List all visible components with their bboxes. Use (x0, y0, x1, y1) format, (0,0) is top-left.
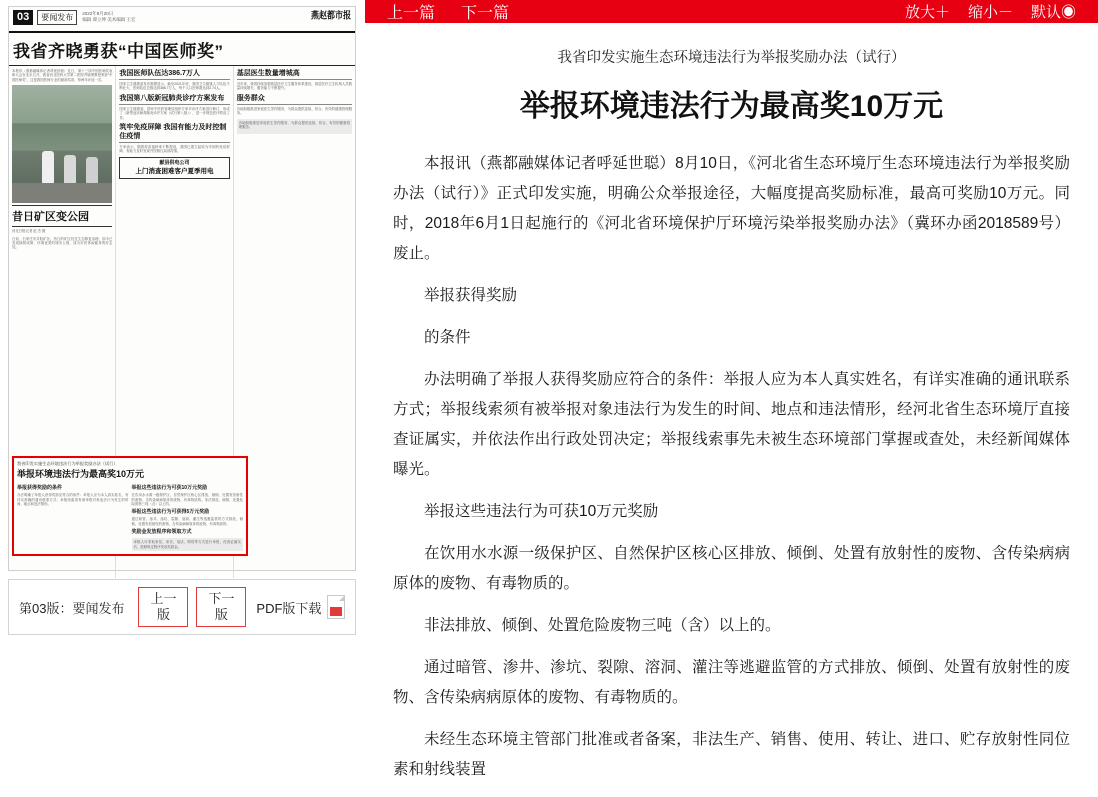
column2-text-3: 专家表示，随着疫苗接种率不断提高，我国已建立起较为牢固的免疫屏障，有能力及时发现并控制住局部疫情。 (119, 145, 230, 154)
masthead-meta (82, 11, 135, 23)
next-article-link[interactable]: 下一篇 (461, 5, 510, 22)
highlight-sub-1: 举报这些违法行为可获10万元奖励 (131, 485, 208, 492)
article-pane (365, 0, 1098, 778)
photo-figure (86, 157, 98, 185)
column3-head-2: 服务群众 (237, 94, 352, 105)
highlight-kicker: 我省印发实施生态环境违法行为举报奖励办法（试行） (17, 461, 118, 467)
photo-credit: 河北日报记者 赵 杰 摄 (12, 229, 46, 234)
column3-grey-text: 各地积极推进家庭医生签约服务，为群众提供连续、综合、有效的健康管理服务。 (238, 120, 351, 130)
column3-text-1: 近年来，我国持续加强基层医疗卫生服务体系建设，基层医疗卫生机构人员数量持续增长，服务能力不断提升。 (236, 82, 353, 91)
highlight-sub-3: 奖励金发放程序和领取方式 (131, 529, 192, 536)
article-paragraph: 在饮用水水源一级保护区、自然保护区核心区排放、倾倒、处置有放射性的废物、含传染病病原体的废物、有毒物质的。 (393, 545, 1070, 592)
article-paragraph: 未经生态环境主管部门批准或者备案，非法生产、销售、使用、转让、进口、贮存放射性同位素和射线装置 (393, 731, 1070, 778)
article-paragraph: 举报获得奖励 (424, 287, 518, 304)
pdf-download-label[interactable]: PDF版下载 (256, 600, 322, 616)
newspaper-masthead (9, 7, 355, 33)
article-paragraph: 的条件 (424, 329, 471, 346)
highlight-column-1 (17, 483, 129, 551)
next-page-button[interactable]: 下一版 (196, 587, 246, 627)
article-toolbar (365, 0, 1098, 23)
highlight-text-3: 举报人可采取来信、来访、电话、网络等方式进行举报，经查证属实后，按照规定程序发放奖励金。 (133, 540, 241, 549)
article-paragraph: 本报讯（燕都融媒体记者呼延世聪）8月10日，《河北省生态环境厅生态环境违法行为举报奖励办法（试行）》正式印发实施，明确公众举报途径，大幅度提高奖励标准，最高可奖励10万元。同时，2018年6月1日起施行的《河北省环境保护厅环境污染举报奖励办法》（冀环办函2018589号）废止。 (393, 155, 1070, 262)
article-paragraph: 通过暗管、渗井、渗坑、裂隙、溶洞、灌注等逃避监管的方式排放、倾倒、处置有放射性的废物、含传染病病原体的废物、有毒物质的。 (393, 659, 1070, 706)
column2-head-3: 筑牢免疫屏障 我国有能力及时控制住疫情 (119, 123, 229, 143)
highlight-side-text: 办法明确了举报人获得奖励应符合的条件：举报人应为本人真实姓名，有详实准确的通讯联系方式；举报线索须有被举报对象违法行为发生的时间、地点和违法情形。 (17, 493, 129, 506)
pdf-icon[interactable] (327, 595, 345, 619)
zoom-out-button[interactable]: 缩小－ (967, 4, 1013, 21)
column3-grey-box (237, 119, 352, 135)
column1-body-2: 日前，石家庄市井陉矿区，昔日的矿区经过生态修复治理，如今已变成绿树成荫、环境优美的城市公园，成为市民休闲健身的好去处。 (12, 236, 113, 250)
photo-figure (42, 151, 54, 185)
article-paragraph: 办法明确了举报人获得奖励应符合的条件：举报人应为本人真实姓名，有详实准确的通讯联系方式；举报线索须有被举报对象违法行为发生的时间、地点和违法情形，经河北省生态环境厅直接查证属实，并依法作出行政处罚决定；举报线索事先未被生态环境部门掌握或查处，未经新闻媒体曝光。 (393, 371, 1070, 478)
edition-label: 第03版：要闻发布 (19, 600, 125, 616)
column3-text-2: 各地积极推进家庭医生签约服务，为群众提供连续、综合、有效的健康管理服务。 (236, 106, 353, 116)
selected-article-highlight[interactable] (12, 456, 248, 556)
article-kicker: 我省印发实施生态环境违法行为举报奖励办法（试行） (557, 50, 906, 66)
column3-head-1: 基层医生数量增城高 (237, 69, 352, 80)
newspaper-main-headline: 我省齐晓勇获“中国医师奖” (9, 33, 355, 66)
newspaper-logo: 燕赵都市报 (311, 10, 351, 21)
highlight-side-sub: 举报获得奖励的条件 (17, 485, 63, 492)
section-badge: 要闻发布 (37, 10, 77, 25)
article-body (365, 23, 1098, 797)
advert-line-1: 献县供电公司 (159, 159, 190, 166)
column2-head-2: 我国第八版新冠肺炎诊疗方案发布 (119, 94, 229, 105)
newspaper-photo (12, 85, 112, 203)
masthead-editors: 编辑 谭立坤 美术编辑 王宏 (82, 17, 136, 22)
column2-text-1: 国家卫生健康委发布数据显示，截至2021年底，我国卫生健康人才队伍不断壮大，医师队伍总数达到386.7万人，每千人口医师数达到2.74人。 (119, 82, 230, 91)
highlight-title: 举报环境违法行为最高奖10万元 (17, 469, 145, 480)
highlight-column-2 (132, 483, 244, 551)
newspaper-column-3 (234, 66, 355, 578)
column1-body-1: 本报讯（燕都融媒体记者呼延世聪）近日，第十三届中国医师奖表彰大会在北京召开，我省河北医科大学第二医院齐晓勇教授荣获“中国医师奖”，这是我国医师行业的最高奖项，每两年评选一次。 (12, 69, 113, 82)
article-title: 举报环境违法行为最高奖10万元 (519, 90, 944, 123)
highlight-grey-box (132, 538, 244, 551)
photo-figure (64, 155, 76, 185)
article-paragraph: 举报这些违法行为可获10万元奖励 (424, 503, 659, 520)
column2-head-1: 我国医师队伍达386.7万人 (119, 69, 229, 80)
prev-page-button[interactable]: 上一版 (138, 587, 188, 627)
advert-line-2: 上门消查困难客户夏季用电 (135, 167, 214, 175)
zoom-in-button[interactable]: 放大＋ (904, 4, 950, 21)
photo-caption: 昔日矿区变公园 (12, 205, 112, 227)
highlight-sub-2: 举报这些违法行为可获得5万元奖励 (131, 509, 210, 516)
column2-text-2: 国家卫生健康委、国家中医药管理局组织专家对诊疗方案进行修订，形成了《新型冠状病毒肺炎诊疗方案（试行第八版）》，进一步规范医疗救治工作。 (119, 106, 230, 120)
masthead-date: 2022年8月20日 (82, 11, 114, 16)
prev-article-link[interactable]: 上一篇 (387, 5, 436, 22)
page-number-badge: 03 (13, 10, 33, 25)
newspaper-advert (119, 157, 229, 179)
page-navigation-bar (8, 579, 356, 635)
newspaper-preview-pane (0, 0, 365, 657)
highlight-text-2: 通过暗管、渗井、渗坑、裂隙、溶洞、灌注等逃避监管的方式排放、倾倒、处置有放射性的废物、含传染病病原体的废物、有毒物质的。 (131, 517, 243, 526)
newspaper-page-image[interactable] (8, 6, 356, 571)
highlight-text-1: 在饮用水水源一级保护区、自然保护区核心区排放、倾倒、处置有放射性的废物、含传染病病原体的废物、有毒物质的。非法排放、倾倒、处置危险废物三吨（含）以上的。 (131, 493, 243, 506)
default-size-button[interactable]: 默认◉ (1030, 4, 1076, 21)
photo-road (12, 183, 112, 203)
article-paragraph: 非法排放、倾倒、处置危险废物三吨（含）以上的。 (424, 617, 781, 634)
